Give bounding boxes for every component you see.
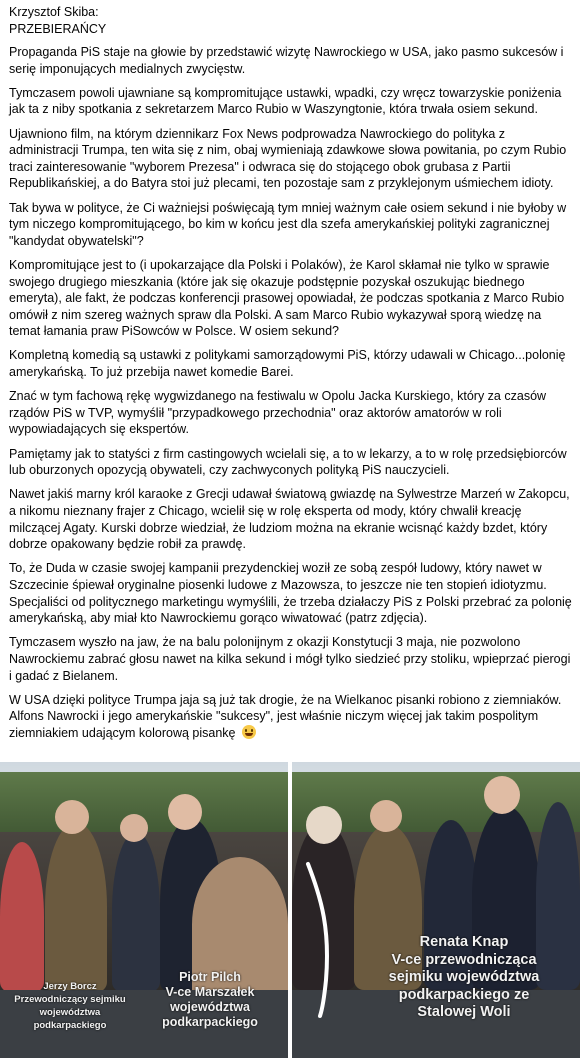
person-figure <box>370 800 402 832</box>
person-figure <box>484 776 520 814</box>
paragraph: Kompletną komedią są ustawki z politykami samorządowymi PiS, którzy udawali w Chicago...polonię amerykańską. To już przebija nawet komedie Barei. <box>9 348 566 380</box>
photo-left[interactable] <box>0 762 288 1058</box>
grinning-face-emoji-icon <box>242 725 256 739</box>
caption-piotr-pilch: Piotr Pilch V-ce Marszałek województwa podkarpackiego <box>162 970 258 1029</box>
white-pointer-line <box>300 860 360 1020</box>
photo-right[interactable] <box>292 762 580 1058</box>
person-figure <box>112 832 160 992</box>
person-figure <box>45 822 107 992</box>
post-author[interactable]: Krzysztof Skiba: <box>9 5 99 19</box>
paragraph: Tymczasem powoli ujawniane są kompromitujące ustawki, wpadki, czy wręcz towarzyskie poniżenia jak ta z niby spotkania z sekretarzem Marco Rubio w Waszyngtonie, która trwała osiem sekund. <box>9 85 562 117</box>
person-figure <box>0 842 44 992</box>
paragraph: Nawet jakiś marny król karaoke z Grecji udawał światową gwiazdę na Sylwestrze Marzeń w Zakopcu, a nikomu nieznany frajer z Chicago, wcielił się w rolę eksperta od mody, który chwalił kreację milczącej Agaty. Kurski dobrze wiedział, że ludziom można na ekranie wcisnąć każdy bzdet, który dobrze opakowany będzie robił za prawdę. <box>9 487 570 552</box>
person-figure <box>168 794 202 830</box>
facebook-post <box>9 0 575 749</box>
photo-collage[interactable] <box>0 762 580 1058</box>
paragraph: Tymczasem wyszło na jaw, że na balu polonijnym z okazji Konstytucji 3 maja, nie pozwolono Nawrockiemu zabrać głosu nawet na kilka sekund i mógł tylko siedzieć przy stoliku, wpieprzać pierogi i gadać z Bielanem. <box>9 635 571 683</box>
caption-renata-knap: Renata Knap V-ce przewodnicząca sejmiku województwa podkarpackiego ze Stalowej Woli <box>388 934 540 1020</box>
post-body <box>9 44 575 742</box>
person-figure <box>306 806 342 844</box>
paragraph-last <box>9 692 575 742</box>
person-figure <box>120 814 148 842</box>
paragraph: To, że Duda w czasie swojej kampanii prezydenckiej woził ze sobą zespół ludowy, który nawet w Szczecinie śpiewał oryginalne piosenki ludowe z Mazowsza, to jeszcze nie ten stopień idiotyzmu. Specjaliści od politycznego marketingu wymyślili, że trzeba działaczy PiS z Polski przebrać za polonię amerykańską, aby miał kto Nawrockiemu gorąco wiwatować (patrz zdjęcia). <box>9 561 572 626</box>
paragraph: Ujawniono film, na którym dziennikarz Fox News podprowadza Nawrockiego do polityka z administracji Trumpa, ten wita się z nim, obaj wymieniają zdawkowe słowa powitania, po czym Rubio traci zainteresowanie "wyborem Prezesa" i odwraca się do stojącego obok grubasa z Partii Republikańskiej, a do Batyra stoi już plecami, ten pozostaje sam z przyklejonym uśmiechem idioty. <box>9 126 567 191</box>
paragraph: Kompromitujące jest to (i upokarzające dla Polski i Polaków), że Karol skłamał nie tylko w sprawie swojego drugiego mieszkania (które jak się okazuje podstępnie pozyskał oszukując biednego emeryta), ale fakt, że podczas konferencji prasowej opowiadał, że podczas spotkania z Marco Rubio omówił z nim szereg ważnych spraw dla Polski. A sam Marco Rubio wykazywał sporą wiedzę na temat łamania praw PiSowców w Polsce. W osiem sekund? <box>9 257 565 339</box>
paragraph: Znać w tym fachową rękę wygwizdanego na festiwalu w Opolu Jacka Kurskiego, który za czasów rządów PiS w TVP, wymyślił "przypadkowego przechodnia" oraz aktorów amatorów w roli wypowiadających się ekspertów. <box>9 389 547 437</box>
paragraph: Tak bywa w polityce, że Ci ważniejsi poświęcają tym mniej ważnym całe osiem sekund i nie byłoby w tym niczego kompromitującego, bo kim w końcu jest dla szefa amerykańskiej polityki zagranicznej "kandydat obywatelski"? <box>9 200 567 248</box>
paragraph: Propaganda PiS staje na głowie by przedstawić wizytę Nawrockiego w USA, jako pasmo sukcesów i serię imponujących medialnych zwycięstw. <box>9 45 564 76</box>
person-figure <box>55 800 89 834</box>
caption-jerzy-borcz: Jerzy Borcz Przewodniczący sejmiku województwa podkarpackiego <box>14 981 126 1031</box>
paragraph: Pamiętamy jak to statyści z firm castingowych wcielali się, a to w lekarzy, a to w rolę przedsiębiorców lub oburzonych opozycją obywateli, czy zachwyconych polityką PiS nauczycieli. <box>9 446 567 478</box>
post-heading: PRZEBIERAŃCY <box>9 22 107 36</box>
paragraph-text: W USA dzięki polityce Trumpa jaja są już tak drogie, że na Wielkanoc pisanki robiono z ziemniaków. Alfons Nawrocki i jego amerykańskie "sukcesy", jest właśnie niczym więcej jak takim pospolitym ziemniakiem udającym kolorową pisankę <box>9 692 562 740</box>
